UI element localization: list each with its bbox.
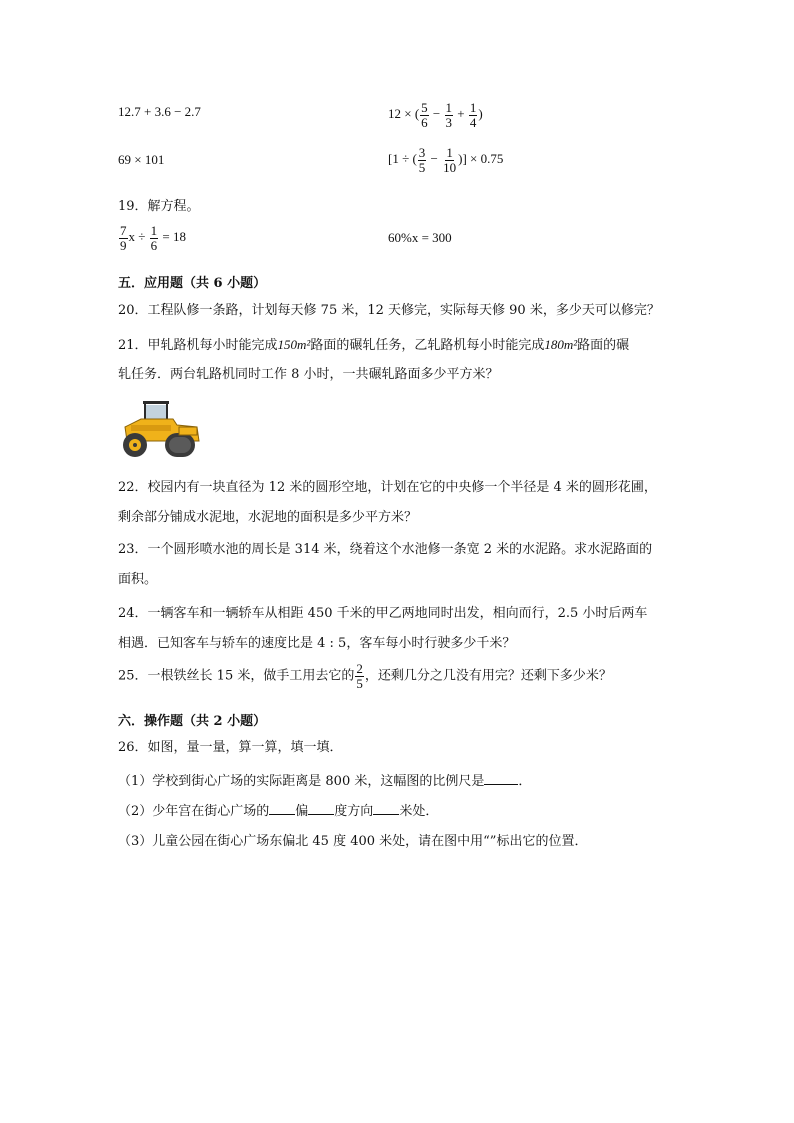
question-26-title: 26．如图，量一量，算一算，填一填． — [118, 740, 343, 755]
section-5-heading: 五．应用题（共 6 小题） — [118, 276, 267, 291]
question-21-line-1: 21．甲轧路机每小时能完成150m²路面的碾轧任务，乙轧路机每小时能完成180m²路面的碾 — [118, 337, 630, 353]
question-23-line-1: 23．一个圆形喷水池的周长是 314 米，绕着这个水池修一条宽 2 米的水泥路。求水泥路面的 — [118, 542, 653, 557]
road-roller-picture — [117, 397, 205, 463]
question-24-line-2: 相遇．已知客车与轿车的速度比是 4 : 5，客车每小时行驶多少千米？ — [118, 636, 516, 651]
expr-4: [1 ÷ ( $\frac{3}{5}$ − $\frac{1}{10}$ )] × 0.75 — [388, 145, 504, 175]
fraction: $\frac{7}{9}$ — [120, 223, 127, 253]
fraction: $\frac{1}{10}$ — [443, 145, 457, 175]
equation-1: $\frac{7}{9}$ x ÷ $\frac{1}{6}$ = 18 — [120, 223, 186, 253]
expr-2: 12 × ( $\frac{5}{6}$ − $\frac{1}{3}$ + $\frac{1}{4}$ ) — [388, 100, 483, 130]
fraction: $\frac{5}{6}$ — [421, 100, 428, 130]
answer-blank[interactable] — [484, 772, 518, 785]
question-25: 25．一根铁丝长 15 米，做手工用去它的 $\frac{2}{5}$ ，还剩几分之几没有用完？还剩下多少米？ — [118, 661, 612, 691]
question-21-line-2: 轧任务．两台轧路机同时工作 8 小时，一共碾轧路面多少平方米？ — [118, 367, 499, 382]
fraction: $\frac{3}{5}$ — [418, 145, 426, 175]
question-26-part-1: （1）学校到街心广场的实际距离是 800 米，这幅图的比例尺是 ． — [118, 774, 532, 789]
question-22-line-1: 22．校园内有一块直径为 12 米的圆形空地，计划在它的中央修一个半径是 4 米的圆形花圃， — [118, 480, 657, 495]
answer-blank[interactable] — [308, 802, 334, 815]
fraction: $\frac{1}{4}$ — [469, 100, 477, 130]
expr-3: 69 × 101 — [118, 152, 165, 167]
equation-2: 60%x = 300 — [388, 230, 452, 245]
question-26-part-3: （3）儿童公园在街心广场东偏北 45 度 400 米处，请在图中用“”标出它的位置． — [118, 834, 588, 849]
answer-blank[interactable] — [269, 802, 295, 815]
question-19-title: 19．解方程。 — [118, 199, 200, 214]
question-24-line-1: 24．一辆客车和一辆轿车从相距 450 千米的甲乙两地同时出发，相向而行，2.5 小时后两车 — [118, 606, 648, 621]
fraction: $\frac{1}{6}$ — [150, 223, 158, 253]
section-6-heading: 六．操作题（共 2 小题） — [118, 714, 267, 729]
question-20: 20．工程队修一条路，计划每天修 75 米，12 天修完，实际每天修 90 米，多少天可以修完？ — [118, 303, 660, 318]
question-23-line-2: 面积。 — [118, 572, 158, 587]
expr-1: 12.7 + 3.6 − 2.7 — [118, 104, 201, 119]
fraction: $\frac{2}{5}$ — [356, 661, 363, 691]
question-22-line-2: 剩余部分铺成水泥地，水泥地的面积是多少平方米？ — [118, 510, 418, 525]
answer-blank[interactable] — [373, 802, 399, 815]
fraction: $\frac{1}{3}$ — [445, 100, 453, 130]
question-26-part-2: （2）少年宫在街心广场的 偏 度方向 米处． — [118, 804, 439, 819]
